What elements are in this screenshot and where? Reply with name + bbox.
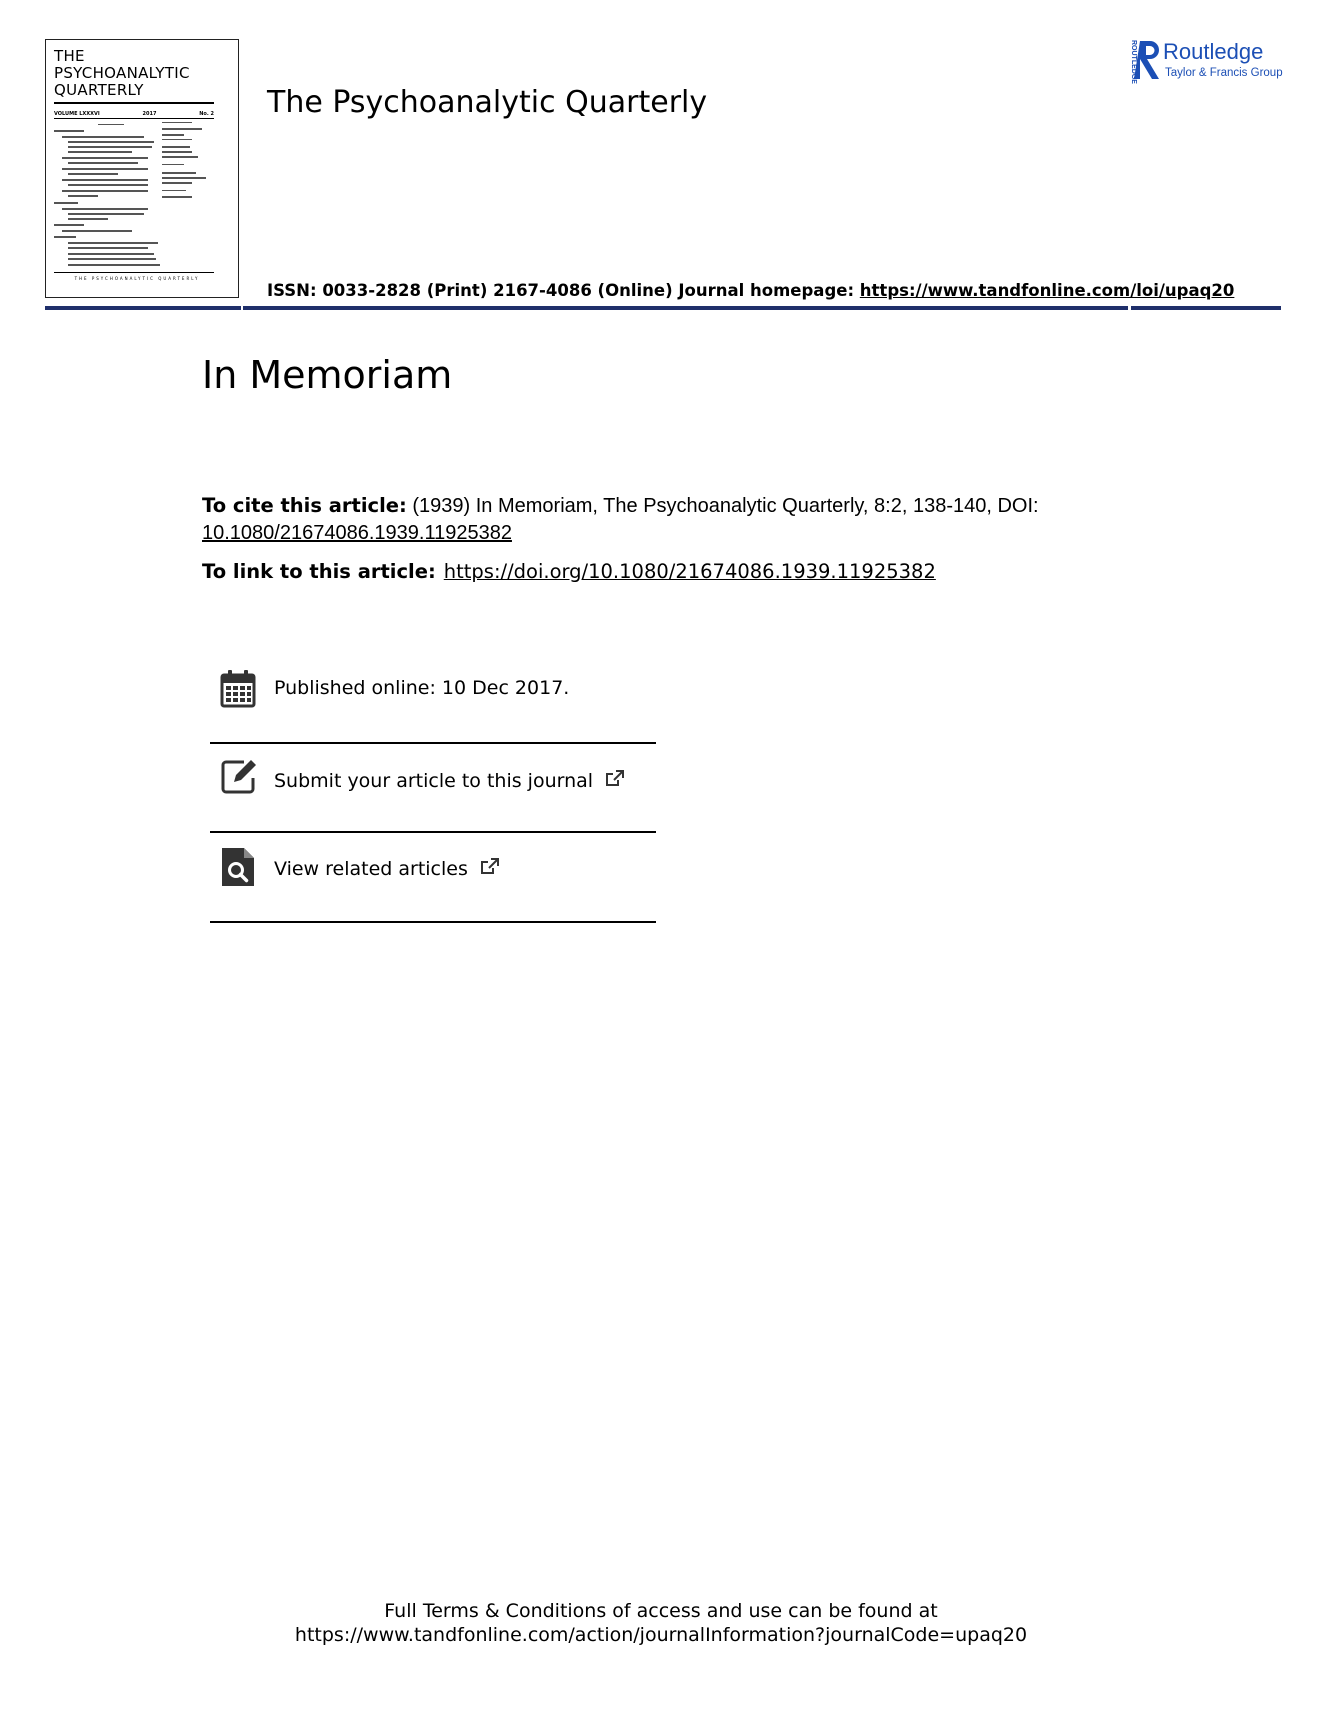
svg-text:ROUTLEDGE: ROUTLEDGE [1130, 40, 1137, 84]
journal-homepage-link[interactable]: https://www.tandfonline.com/loi/upaq20 [859, 281, 1235, 300]
journal-cover-thumbnail [45, 39, 239, 298]
submit-article-link[interactable]: Submit your article to this journal [274, 770, 625, 792]
external-link-icon [480, 858, 500, 876]
routledge-logo [1126, 37, 1286, 85]
calendar-icon [220, 670, 256, 708]
issn-line: ISSN: 0033-2828 (Print) 2167-4086 (Online) Journal homepage: https://www.tandfonline.com/loi/upaq20 [267, 281, 1235, 300]
cite-label: To cite this article: [202, 494, 407, 517]
published-online-text: Published online: 10 Dec 2017. [274, 677, 570, 699]
cover-rule [54, 118, 214, 119]
journal-title: The Psychoanalytic Quarterly [267, 85, 708, 120]
routledge-group: Taylor & Francis Group [1165, 67, 1283, 79]
edit-icon [220, 758, 260, 794]
external-link-icon [605, 770, 625, 788]
cover-meta: VOLUME LXXXVI 2017 No. 2 [54, 111, 214, 117]
cite-doi-link[interactable]: 10.1080/21674086.1939.11925382 [202, 522, 512, 544]
cover-rule [54, 272, 214, 273]
header-rule [1131, 306, 1281, 310]
document-search-icon [220, 846, 256, 888]
routledge-wordmark: Routledge [1163, 39, 1264, 64]
published-online-row [210, 668, 656, 712]
header-rule [45, 306, 241, 310]
link-label: To link to this article: [202, 560, 436, 583]
cover-contents [54, 122, 222, 272]
cover-title: THE PSYCHOANALYTIC QUARTERLY [54, 47, 190, 99]
cite-text: (1939) In Memoriam, The Psychoanalytic Quarterly, 8:2, 138-140, DOI: [406, 495, 1039, 517]
article-doi-link[interactable]: https://doi.org/10.1080/21674086.1939.11925382 [443, 560, 936, 583]
routledge-r-icon [1126, 37, 1166, 85]
header-rule [243, 306, 1128, 310]
citation-block [202, 492, 1102, 547]
divider [210, 831, 656, 833]
cover-footer: THE PSYCHOANALYTIC QUARTERLY [74, 276, 200, 281]
cover-rule [54, 102, 214, 104]
footer-terms-link[interactable]: https://www.tandfonline.com/action/journalInformation?journalCode=upaq20 [294, 1624, 1028, 1646]
article-link-block [202, 560, 936, 583]
related-articles-link[interactable]: View related articles [274, 858, 500, 880]
footer-line: Full Terms & Conditions of access and use can be found at [384, 1600, 938, 1622]
divider [210, 921, 656, 923]
submit-article-row[interactable] [210, 756, 656, 804]
divider [210, 742, 656, 744]
article-title: In Memoriam [202, 353, 453, 397]
related-articles-row[interactable] [210, 844, 656, 892]
terms-footer [0, 1599, 1322, 1647]
